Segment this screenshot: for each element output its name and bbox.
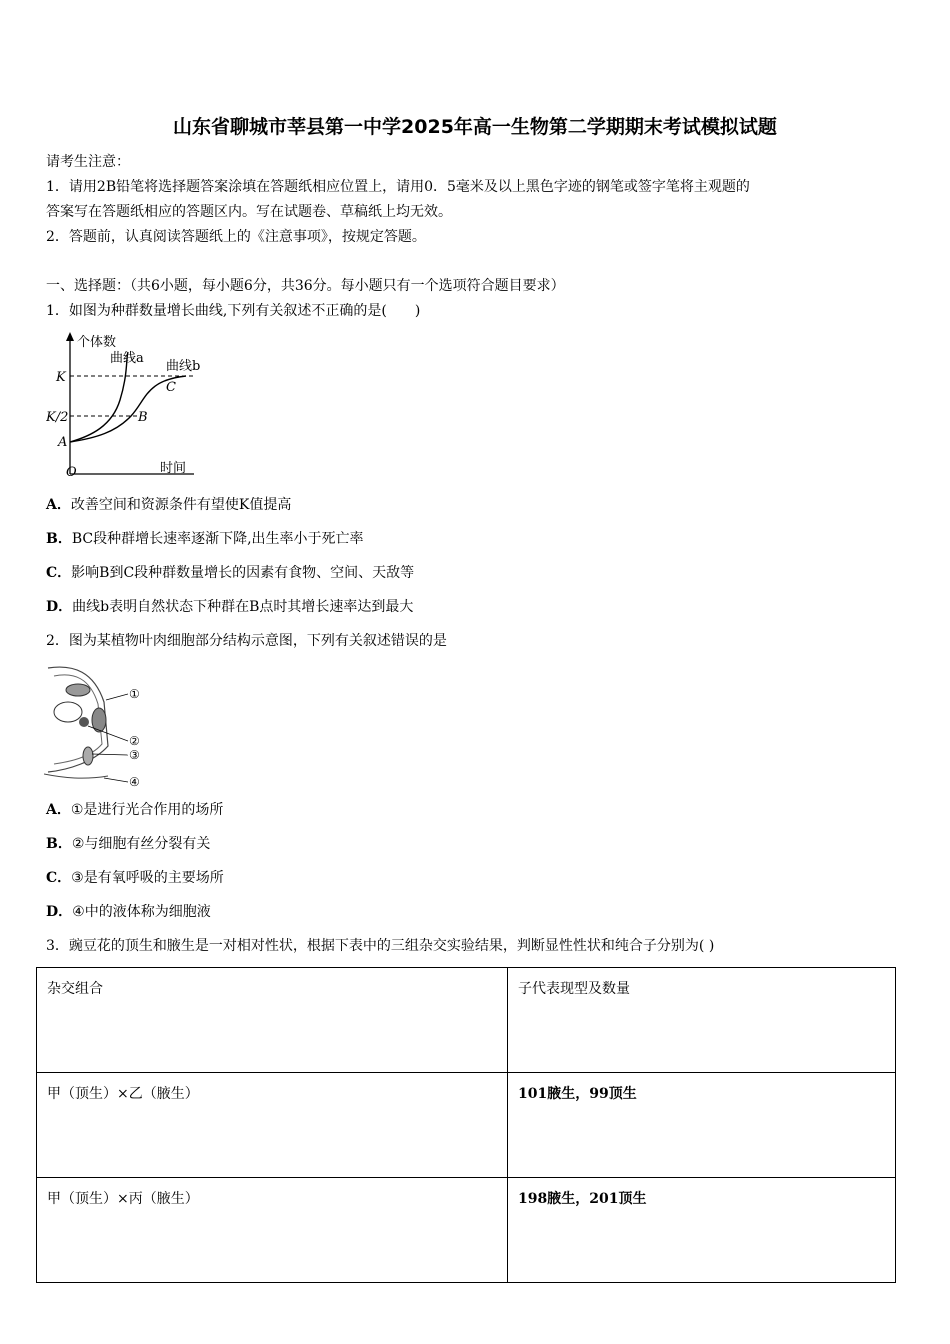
- y-axis-arrow: [66, 332, 74, 341]
- q2-option-a-letter: A．: [46, 802, 71, 818]
- q2-option-a-text: ①是进行光合作用的场所: [70, 802, 224, 818]
- header-cross-combo: 杂交组合: [37, 968, 508, 1073]
- q1-option-c-letter: C．: [46, 565, 72, 581]
- q1-option-a-letter: A．: [46, 497, 71, 513]
- label-3: ③: [129, 748, 140, 762]
- point-a-label: A: [58, 435, 68, 450]
- label-line-1: [106, 694, 128, 700]
- page-title: 山东省聊城市莘县第一中学2025年高一生物第二学期期末考试模拟试题: [173, 116, 777, 138]
- y-label: 个体数: [77, 335, 117, 350]
- question-2-stem: 2．图为某植物叶肉细胞部分结构示意图，下列有关叙述错误的是: [46, 633, 447, 649]
- k-half-label: K/2: [46, 410, 69, 425]
- q2-option-b: [46, 834, 210, 854]
- header-offspring: 子代表现型及数量: [508, 968, 896, 1073]
- question-1-stem: 1．如图为种群数量增长曲线,下列有关叙述不正确的是( ): [46, 303, 421, 319]
- q1-option-c-text: 影响B到C段种群数量增长的因素有食物、空间、天敌等: [71, 565, 415, 581]
- label-4: ④: [129, 775, 140, 788]
- curve-b-label: 曲线b: [166, 359, 201, 374]
- k-label: K: [56, 370, 66, 385]
- label-2: ②: [129, 734, 140, 748]
- q2-option-d-text: ④中的液体称为细胞液: [72, 904, 211, 920]
- table-row: [37, 1073, 896, 1178]
- question-3-stem: 3．豌豆花的顶生和腋生是一对相对性状，根据下表中的三组杂交实验结果，判断显性性状和纯合子分别为( ): [46, 938, 715, 954]
- q2-option-c-text: ③是有氧呼吸的主要场所: [71, 870, 224, 886]
- point-c-label: C: [166, 380, 176, 395]
- q1-option-b: [46, 529, 364, 549]
- q2-option-a: [46, 800, 223, 820]
- nucleus: [54, 702, 82, 722]
- population-growth-graph: [46, 328, 216, 480]
- q2-option-c: [46, 868, 224, 888]
- point-b-label: B: [138, 410, 148, 425]
- q2-option-d-letter: D．: [46, 904, 73, 920]
- centrosome: [79, 717, 89, 727]
- q2-option-d: [46, 902, 211, 922]
- q2-option-b-letter: B．: [46, 836, 72, 852]
- q1-option-a: [46, 495, 291, 515]
- q1-option-b-letter: B．: [46, 531, 72, 547]
- q2-option-c-letter: C．: [46, 870, 72, 886]
- row-1-offspring: 101腋生，99顶生: [508, 1073, 896, 1178]
- notice-item-2: 2．答题前，认真阅读答题纸上的《注意事项》，按规定答题。: [46, 229, 426, 245]
- section-heading: 一、选择题：（共6小题，每小题6分，共36分。每小题只有一个选项符合题目要求）: [46, 278, 565, 294]
- outer-wall: [44, 774, 108, 778]
- q1-option-d-text: 曲线b表明自然状态下种群在B点时其增长速率达到最大: [72, 599, 414, 615]
- row-2-cross: 甲（顶生）×丙（腋生）: [37, 1178, 508, 1283]
- cross-results-table: [36, 967, 896, 1283]
- q1-option-b-text: BC段种群增长速率逐渐下降,出生率小于死亡率: [71, 531, 364, 547]
- mitochondrion: [83, 747, 93, 765]
- notice-heading: 请考生注意：: [46, 154, 130, 170]
- notice-item-1a: 1．请用2B铅笔将选择题答案涂填在答题纸相应位置上，请用0．5毫米及以上黑色字迹的钢笔或签字笔将主观题的: [46, 179, 750, 195]
- table-header-row: [37, 968, 896, 1073]
- row-2-offspring: 198腋生，201顶生: [508, 1178, 896, 1283]
- q1-option-d: [46, 597, 413, 617]
- cell-diagram: [44, 662, 150, 788]
- row-1-cross: 甲（顶生）×乙（腋生）: [37, 1073, 508, 1178]
- origin-label: O: [66, 465, 77, 480]
- organelle-top: [66, 684, 90, 696]
- notice-item-1b: 答案写在答题纸相应的答题区内。写在试题卷、草稿纸上均无效。: [46, 204, 452, 220]
- q2-option-b-text: ②与细胞有丝分裂有关: [71, 836, 211, 852]
- x-label: 时间: [160, 461, 187, 476]
- q1-option-c: [46, 563, 414, 583]
- label-line-4: [104, 778, 128, 782]
- label-line-2: [88, 726, 128, 741]
- curve-a-label: 曲线a: [110, 351, 144, 366]
- q1-option-a-text: 改善空间和资源条件有望使K值提高: [70, 497, 292, 513]
- label-1: ①: [129, 687, 140, 701]
- q1-option-d-letter: D．: [46, 599, 73, 615]
- table-row: [37, 1178, 896, 1283]
